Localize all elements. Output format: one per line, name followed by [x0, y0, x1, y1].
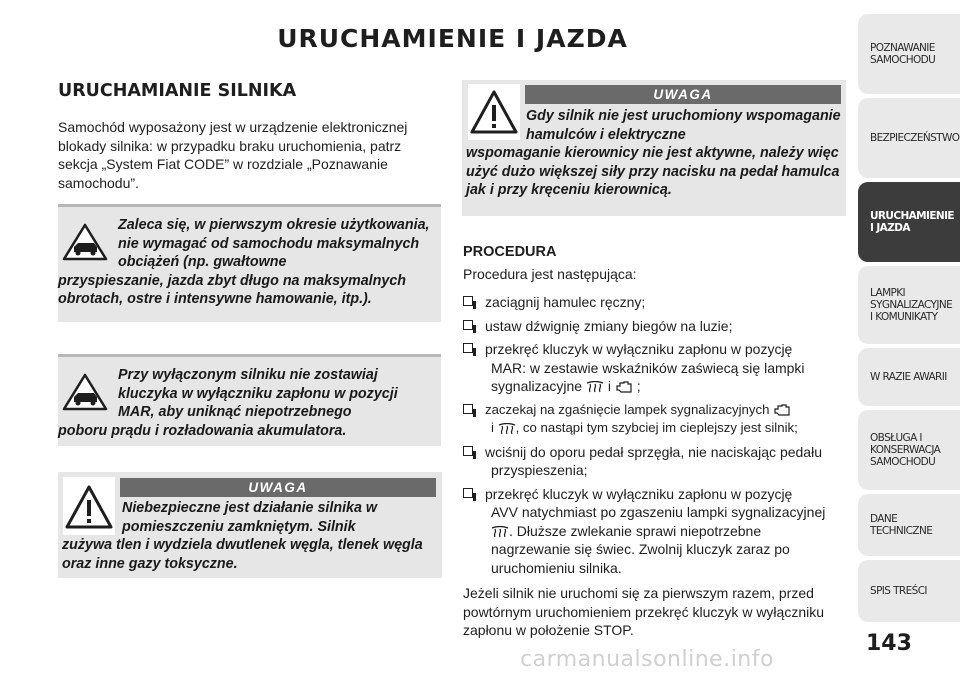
- warning-label: UWAGA: [525, 85, 841, 104]
- step-text: i: [607, 378, 611, 394]
- checkbox-bullet-icon: [463, 488, 473, 498]
- checkbox-bullet-icon: [463, 404, 473, 414]
- closing-paragraph: Jeżeli silnik nie uruchomi się za pierwszym razem, przed powtórnym uruchomieniem przekręć kluczyk w wyłączniku zapłonu w położenie STOP.: [463, 585, 825, 638]
- step-text: AVV natychmiast po zgaszeniu lampki sygnalizacyjnej: [491, 504, 826, 520]
- tab-bezpieczenstwo[interactable]: [858, 98, 960, 178]
- list-item: [463, 340, 855, 396]
- tab-uruchamienie[interactable]: [858, 182, 960, 262]
- tab-poznawanie[interactable]: [858, 14, 960, 94]
- tab-label: SAMOCHODU: [870, 456, 936, 468]
- step-text: . Dłuższe zwlekanie sprawi niepotrzebne: [509, 522, 762, 539]
- page-number: 143: [866, 631, 912, 656]
- glow-plug-icon: [498, 423, 516, 435]
- step-text: wciśnij do oporu pedał sprzęgła, nie naciskając pedału: [485, 443, 822, 460]
- tab-label: OBSŁUGA I: [870, 432, 922, 444]
- note-1-lead: Zaleca się, w pierwszym okresie użytkowania, nie wymagać od samochodu maksymalnych obciążeń (np. gwałtowne: [118, 217, 430, 270]
- warning-box-1: [58, 472, 442, 578]
- warning-2-rest: wspomaganie kierownicy nie jest aktywne, należy więc użyć dużo większej siły przy nacisku na pedał hamulca jak i przy kręceniu kierownicą.: [466, 145, 840, 198]
- tab-obsluga[interactable]: [858, 410, 960, 490]
- tab-label: SYGNALIZACYJNE: [870, 299, 953, 311]
- checkbox-bullet-icon: [463, 343, 473, 353]
- step-text: i: [491, 420, 494, 435]
- warning-1-rest: zużywa tlen i wydziela dwutlenek węgla, tlenek węgla oraz inne gazy toksyczne.: [62, 537, 423, 572]
- list-item: [463, 485, 855, 578]
- procedure-heading: PROCEDURA: [463, 244, 557, 260]
- note-1-rest: przyspieszanie, jazda zbyt długo na maksymalnych obrotach, ostre i intensywne hamowanie, itp.).: [58, 272, 407, 307]
- tab-label: DANE TECHNICZNE: [870, 513, 933, 537]
- step-text: uruchomieniu silnika.: [491, 559, 622, 576]
- engine-warning-icon: [773, 403, 791, 418]
- tab-label: POZNAWANIE: [870, 42, 935, 54]
- list-item: [463, 401, 855, 438]
- note-box-1: [58, 204, 441, 322]
- tab-label: I JAZDA: [870, 222, 910, 234]
- step-text: zaczekaj na zgaśnięcie lampek sygnalizacyjnych: [485, 401, 770, 417]
- tab-spis-tresci[interactable]: [858, 560, 960, 622]
- step-text: MAR: w zestawie wskaźników zaświecą się lampki: [491, 359, 805, 376]
- step-text: nagrzewanie się świec. Zwolnij kluczyk zaraz po: [491, 541, 790, 557]
- tab-w-razie-awarii[interactable]: [858, 348, 960, 406]
- list-item: [463, 443, 855, 480]
- note-box-2: [58, 354, 441, 446]
- glow-plug-icon: [491, 526, 509, 538]
- step-text: , co nastąpi tym szybciej im cieplejszy jest silnik;: [515, 420, 798, 435]
- checkbox-bullet-icon: [463, 296, 473, 306]
- step-text: przekręć kluczyk w wyłączniku zapłonu w pozycję: [485, 341, 793, 357]
- warning-2-lead: Gdy silnik nie jest uruchomiony wspomaganie hamulców i elektryczne: [526, 108, 841, 143]
- procedure-intro: Procedura jest następująca:: [463, 266, 637, 282]
- step-text: ;: [636, 378, 641, 394]
- watermark: carmanualsonline.info: [520, 647, 774, 672]
- procedure-steps: [463, 293, 855, 582]
- step-text: przyspieszenia;: [491, 462, 588, 478]
- warning-1-lead: Niebezpieczne jest działanie silnika w pomieszczeniu zamkniętym. Silnik: [122, 500, 378, 535]
- tab-label: LAMPKI: [870, 287, 906, 299]
- step-text: sygnalizacyjne: [491, 378, 583, 394]
- list-item: [463, 317, 855, 336]
- step-text: przekręć kluczyk w wyłączniku zapłonu w pozycję: [485, 485, 793, 502]
- tab-lampki[interactable]: [858, 266, 960, 344]
- note-2-rest: poboru prądu i rozładowania akumulatora.: [58, 422, 347, 439]
- tab-label: SAMOCHODU: [870, 54, 936, 66]
- list-item: [463, 293, 855, 312]
- tab-label: BEZPIECZEŃSTWO: [870, 132, 960, 144]
- tab-dane-techniczne[interactable]: [858, 494, 960, 556]
- checkbox-bullet-icon: [463, 320, 473, 330]
- section-heading: URUCHAMIANIE SILNIKA: [58, 81, 297, 101]
- tab-label: W RAZIE AWARII: [870, 371, 947, 383]
- checkbox-bullet-icon: [463, 446, 473, 456]
- intro-paragraph: Samochód wyposażony jest w urządzenie elektronicznej blokady silnika: w przypadku braku uruchomienia, patrz sekcja „System Fiat CODE” w rozdziale „Poznawanie samochodu”.: [58, 119, 408, 191]
- note-2-lead: Przy wyłączonym silniku nie zostawiaj kluczyka w wyłączniku zapłonu w pozycji MAR, aby uniknąć niepotrzebnego: [118, 367, 398, 420]
- tab-label: I KOMUNIKATY: [870, 311, 938, 323]
- step-text: zaciągnij hamulec ręczny;: [485, 294, 646, 310]
- warning-label: UWAGA: [120, 478, 436, 497]
- glow-plug-icon: [586, 381, 604, 393]
- step-text: ustaw dźwignię zmiany biegów na luzie;: [485, 317, 733, 334]
- engine-warning-icon: [615, 380, 633, 395]
- warning-box-2: [462, 80, 846, 216]
- tab-label: SPIS TREŚCI: [870, 585, 927, 597]
- tab-label: URUCHAMIENIE: [870, 210, 954, 222]
- tab-label: KONSERWACJA: [870, 444, 941, 456]
- page-title: URUCHAMIENIE I JAZDA: [277, 24, 628, 53]
